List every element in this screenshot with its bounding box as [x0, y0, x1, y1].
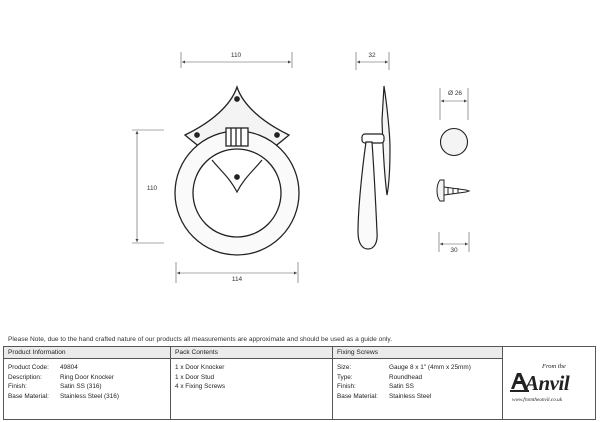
dim-front-height-label: 110 — [146, 185, 158, 192]
product-code-value: 49804 — [60, 364, 78, 371]
fixing-screw — [437, 180, 469, 201]
fixing-screw-head — [437, 180, 444, 201]
product-information-title: Product Information — [4, 347, 170, 359]
front-view — [175, 87, 299, 255]
screw-size-row: Size: Gauge 8 x 1" (4mm x 25mm) — [337, 364, 471, 371]
fixing-hole-top — [235, 97, 239, 101]
dim-front-width-label: 110 — [230, 52, 242, 59]
logo-name: Anvil — [525, 371, 570, 395]
fixing-hole-right — [275, 133, 279, 137]
finish-value: Satin SS (316) — [60, 383, 102, 390]
screw-finish-value: Satin SS — [389, 383, 414, 390]
side-view — [358, 86, 390, 249]
screw-type-value: Roundhead — [389, 373, 423, 381]
screw-type-row: Type: Roundhead — [337, 373, 423, 381]
screw-finish-row: Finish: Satin SS — [337, 383, 414, 390]
pack-item: 1 x Door Knocker — [175, 364, 225, 371]
pack-contents-title: Pack Contents — [171, 347, 332, 359]
side-ring — [358, 142, 377, 249]
dim-screw-length-label: 30 — [450, 247, 458, 254]
finish-row: Finish: Satin SS (316) — [8, 383, 102, 390]
disclaimer-note: Please Note, due to the hand crafted nature of our products all measurements are approximate and should be used as a guide only. — [8, 336, 393, 343]
fixing-hole-left — [195, 133, 199, 137]
dim-stud-diameter-label: Ø 26 — [447, 90, 463, 97]
from-the-anvil-logo — [509, 359, 591, 417]
door-stud — [441, 129, 468, 156]
product-code-row: Product Code: 49804 — [8, 364, 78, 371]
description-row: Description: Ring Door Knocker — [8, 373, 114, 381]
pack-item: 4 x Fixing Screws — [175, 383, 226, 390]
dim-side-depth-label: 32 — [368, 52, 376, 59]
fixing-screws-column — [333, 347, 503, 419]
fixing-hole-bottom — [235, 175, 239, 179]
pack-contents-column — [171, 347, 333, 419]
base-material-value: Stainless Steel (316) — [60, 392, 119, 400]
description-value: Ring Door Knocker — [60, 373, 114, 381]
base-material-row: Base Material: Stainless Steel (316) — [8, 392, 119, 400]
screw-base-material-row: Base Material: Stainless Steel — [337, 392, 432, 400]
dim-ring-width-label: 114 — [231, 276, 243, 283]
pack-item: 1 x Door Stud — [175, 373, 215, 381]
door-stud-face — [441, 129, 468, 156]
side-hinge — [362, 134, 384, 143]
info-table — [3, 346, 596, 420]
logo-tagline: From the — [542, 363, 566, 370]
fixing-screws-title: Fixing Screws — [333, 347, 502, 359]
logo-url: www.fromtheanvil.co.uk — [512, 397, 562, 403]
screw-size-value: Gauge 8 x 1" (4mm x 25mm) — [389, 364, 471, 371]
product-information-column — [4, 347, 171, 419]
screw-base-material-value: Stainless Steel — [389, 392, 432, 400]
front-hinge-block — [226, 128, 248, 146]
